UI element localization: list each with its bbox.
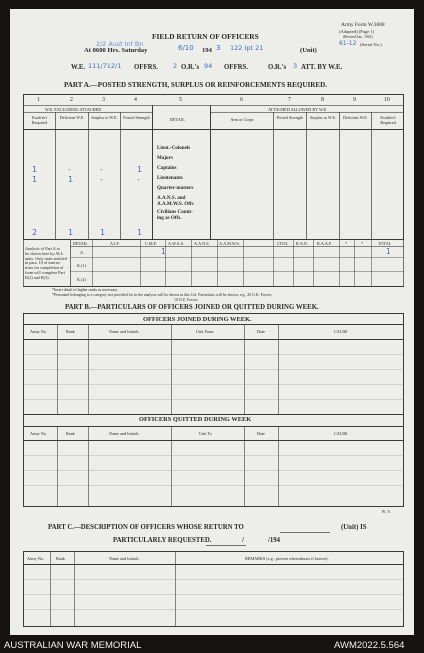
joined-title: OFFICERS JOINED DURING WEEK. — [143, 316, 252, 323]
quitted-col-army-no: Army No. — [30, 431, 47, 436]
hw-total-c3: 1 — [100, 228, 106, 237]
rank-quartermasters: Quarter-masters — [157, 185, 194, 191]
form-sheet — [10, 9, 414, 635]
col-number-1: 1 — [37, 97, 40, 103]
hw-total-c2: 1 — [68, 228, 74, 237]
rank-civilians-2: ing as Offs. — [157, 215, 182, 221]
year-label: 194 — [202, 47, 212, 54]
rank-civilians: Civilians Count- — [157, 209, 193, 215]
analysis-row-a: A. — [80, 250, 85, 255]
form-revised: (Revised Jan., 1943) — [343, 35, 373, 39]
analysis-col-raaf: R.A.A.F. — [317, 241, 333, 246]
form-adapted: (Adapted) (Page 1) — [339, 29, 375, 34]
part-c-col-army-no: Army No. — [27, 556, 44, 561]
quitted-col-date: Date — [257, 431, 265, 436]
hw-aif-a: 1 — [161, 247, 166, 256]
analysis-col-aans: A.A.N.S. — [194, 241, 210, 246]
footnote-2: *Personnel belonging to a category not provided for in the analysis will be shown in this Col. Particulars will be shown, e.g., 20 U.K. Forces; — [52, 293, 273, 297]
part-c-year: /194 — [268, 537, 281, 544]
quitted-col-rank: Rank — [66, 431, 75, 436]
footnote-1: *Insert detail of higher ranks as necessary. — [52, 288, 118, 292]
col-number-10: 10 — [384, 97, 390, 103]
or2-label: O.R.'s — [268, 64, 287, 71]
analysis-col-total: TOTAL — [378, 241, 392, 246]
form-title: FIELD RETURN OF OFFICERS — [152, 32, 259, 41]
at-hours-label: At 0600 Hrs. Saturday — [84, 47, 148, 54]
rank-aamws: A.A.M.W.S. Offs — [157, 201, 194, 207]
subhead-posted-strength: Posted Strength — [123, 115, 150, 120]
hw-r1-c2: - — [68, 165, 71, 174]
col-number-7: 7 — [288, 97, 291, 103]
unit-stamp-hw: 2/2 Aust Inf Bn — [96, 40, 144, 48]
offrs-label: OFFRS. — [134, 64, 158, 71]
subhead-surplus: Surplus to W.E. — [91, 115, 118, 120]
analysis-row-k2: K.(2) — [77, 277, 86, 282]
date-hw: 6/10 — [178, 44, 194, 52]
quitted-col-name: Name and Initials — [109, 431, 139, 436]
hw-r1-c4: 1 — [137, 165, 143, 174]
part-b-title: PART B.—PARTICULARS OF OFFICERS JOINED OR QUITTED DURING WEEK. — [65, 304, 319, 311]
part-c-col-name: Name and Initials — [109, 556, 139, 561]
we-hw: 111/712/1 — [88, 62, 122, 70]
hw-total-a: 1 — [386, 247, 391, 256]
analysis-note: Analysis of Part A to be shown here by ALL units. Only units notified in para. 10 of instruc- tions for completion of form will complete Part B(2) and B(3). — [25, 246, 67, 280]
quitted-col-unit-to: Unit To — [199, 431, 212, 436]
col-number-4: 4 — [134, 97, 137, 103]
hw-r2-c4: - — [137, 175, 140, 184]
analysis-col-civil: CIVIL — [277, 241, 289, 246]
analysis-row-k1: K.(1) — [77, 263, 86, 268]
analysis-col-awas: A.W.A.S. — [168, 241, 185, 246]
hw-r2-c3: - — [100, 175, 103, 184]
part-c-col-rank: Rank — [56, 556, 65, 561]
analysis-col-detail: DETAIL — [73, 241, 88, 246]
year-hw: 3 — [216, 44, 221, 52]
col-number-8: 8 — [321, 97, 324, 103]
hw-r2-c1: 1 — [32, 175, 38, 184]
col-number-6: 6 — [240, 97, 243, 103]
analysis-col-cmf: C.M.F. — [145, 241, 157, 246]
joined-col-date: Date — [257, 329, 265, 334]
hw-r1-c3: - — [100, 165, 103, 174]
col-number-9: 9 — [353, 97, 356, 103]
joined-col-cause: CAUSE — [334, 329, 348, 334]
page-turn-note: Pt. 9. — [382, 509, 391, 514]
subhead-arm-corps: Arm or Corps — [230, 117, 254, 122]
attached-allowed-heading: ATTACHED ALLOWED BY W.E. — [268, 107, 328, 112]
or-label: O.R.'s — [181, 64, 200, 71]
hw-r2-c2: 1 — [68, 175, 74, 184]
or-hw: 94 — [204, 62, 213, 70]
form-id: Army Form W.3008 — [341, 22, 385, 28]
quitted-col-cause: CAUSE — [334, 431, 348, 436]
hw-total-c1: 2 — [32, 228, 38, 237]
we-label: W.E. — [71, 64, 86, 71]
joined-col-unit-from: Unit From — [196, 329, 214, 334]
subhead-posted-strength-2: Posted Strength — [276, 115, 304, 120]
analysis-col-ran: R.A.N. — [296, 241, 308, 246]
hw-total-c4: 1 — [137, 228, 143, 237]
subhead-estab-required-2: Estab'm't Required — [380, 115, 396, 125]
offrs2-label: OFFRS. — [224, 64, 248, 71]
att-label: ATT. BY W.E. — [301, 64, 343, 71]
col-number-5: 5 — [179, 97, 182, 103]
rank-lieutenants: Lieutenants — [157, 175, 183, 181]
archive-footer — [0, 637, 424, 653]
unit-label: (Unit) — [300, 47, 317, 54]
subhead-estab-required: Estab'm't Required — [31, 115, 48, 125]
serial-label: (Serial No.) — [360, 42, 382, 47]
or2-hw: 3 — [293, 62, 298, 70]
subhead-deficient-2: Deficient W.E. — [343, 115, 368, 120]
subhead-surplus-2: Surplus to W.E. — [309, 115, 337, 120]
footnote-3: 10 N.Z. Forces. — [174, 298, 199, 302]
footer-credit: AUSTRALIAN WAR MEMORIAL — [4, 640, 142, 651]
part-a-title: PART A.—POSTED STRENGTH, SURPLUS OR REINFORCEMENTS REQUIRED. — [64, 81, 327, 89]
part-c-title: PART C.—DESCRIPTION OF OFFICERS WHOSE RETURN TO — [48, 524, 244, 531]
hw-r1-c1: 1 — [32, 165, 38, 174]
analysis-col-star-1: * — [345, 241, 348, 246]
joined-col-army-no: Army No. — [30, 329, 47, 334]
part-c-col-remarks: REMARKS (e.g., present whereabouts if known). — [245, 556, 329, 561]
unit-hw: 122 Ipt 21 — [230, 44, 264, 52]
footer-accession: AWM2022.5.564 — [334, 640, 405, 651]
offrs-hw: 2 — [173, 62, 178, 70]
serial-number-hw: 61-12 — [339, 40, 357, 47]
subhead-deficient: Deficient W.E. — [59, 115, 85, 120]
part-c-title-2: PARTICULARLY REQUESTED. — [113, 537, 212, 544]
rank-majors: Majors — [157, 155, 173, 161]
rank-lieut-colonels: Lieut.-Colonels — [157, 145, 191, 151]
we-excluding-attached-heading: W.E. EXCLUDING ATTACHED — [45, 107, 102, 112]
col-number-3: 3 — [102, 97, 105, 103]
detail-heading: DETAIL — [170, 117, 185, 122]
analysis-col-aif: A.I.F. — [110, 241, 120, 246]
part-c-slash: / — [242, 537, 244, 544]
part-c-unit-is: (Unit) IS — [341, 524, 367, 531]
joined-col-rank: Rank — [66, 329, 75, 334]
quitted-title: OFFICERS QUITTED DURING WEEK — [139, 416, 252, 423]
joined-col-name: Name and Initials — [109, 329, 139, 334]
col-number-2: 2 — [70, 97, 73, 103]
rank-aans: A.A.N.S. and — [157, 195, 186, 201]
analysis-col-star-2: * — [361, 241, 364, 246]
analysis-col-aamws: A.A.M.W.S. — [219, 241, 240, 246]
rank-captains: Captains — [157, 165, 177, 171]
